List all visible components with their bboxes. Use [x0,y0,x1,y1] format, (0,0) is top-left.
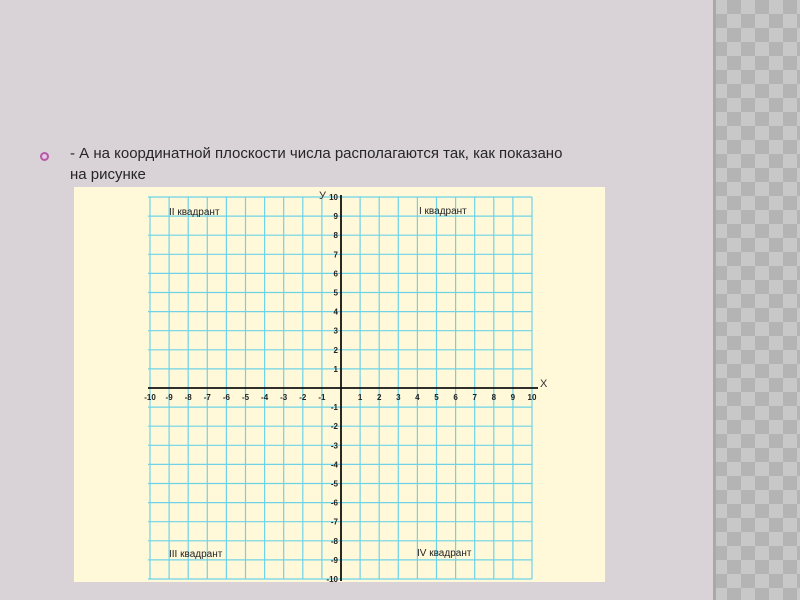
quadrant-label-2: II квадрант [169,207,220,218]
y-tick-label: 4 [333,307,338,317]
stripe-edge [713,0,716,600]
x-tick-label: -10 [144,393,156,402]
bullet-icon [40,152,49,161]
y-tick-label: -10 [326,575,338,582]
x-tick-label: 5 [434,393,439,402]
decorative-stripe [713,0,800,600]
x-tick-label: 10 [527,393,537,402]
y-tick-label: 7 [333,250,338,260]
x-axis-label: X [540,378,548,390]
x-tick-label: 4 [415,393,420,402]
y-tick-label: 6 [333,269,338,279]
bullet-text-line-1: - А на координатной плоскости числа располагаются так, как показано [70,145,563,162]
coordinate-plane [74,187,605,582]
y-tick-label: -6 [330,498,338,508]
x-tick-label: -6 [222,393,230,402]
coordinate-plane-figure [74,187,605,582]
x-tick-label: 7 [472,393,477,402]
quadrant-label-1: I квадрант [419,206,467,217]
x-tick-label: -4 [261,393,269,402]
y-tick-label: 2 [333,345,338,355]
y-tick-label: -3 [330,441,338,451]
x-tick-label: 1 [357,393,363,402]
quadrant-label-4: IV квадрант [417,548,472,559]
x-tick-label: -3 [280,393,288,402]
bullet-text-line-2: на рисунке [70,166,146,183]
y-tick-label: 9 [333,212,338,222]
quadrant-label-3: III квадрант [169,549,223,560]
x-tick-label: 6 [453,393,458,402]
x-tick-label: -1 [318,393,326,402]
y-tick-label: -7 [330,517,338,527]
y-tick-label: -9 [330,555,338,565]
y-tick-label: 1 [333,364,338,374]
y-tick-label: -4 [330,460,338,470]
y-tick-label: 5 [333,288,338,298]
y-tick-label: 8 [333,231,338,241]
y-tick-label: 10 [329,193,338,202]
y-tick-label: 3 [333,326,338,336]
x-tick-label: 9 [510,393,516,402]
y-tick-label: -5 [330,479,338,489]
x-tick-label: 8 [491,393,497,402]
y-tick-label: -8 [330,536,338,546]
y-axis-label: У [319,190,326,202]
x-tick-label: -9 [165,393,173,402]
x-tick-label: 3 [396,393,401,402]
x-tick-label: -2 [299,393,307,402]
x-tick-label: -7 [203,393,211,402]
x-tick-label: 2 [376,393,382,402]
x-tick-label: -5 [241,393,250,402]
x-tick-label: -8 [184,393,192,402]
y-tick-label: -2 [330,422,338,432]
y-tick-label: -1 [330,403,338,413]
